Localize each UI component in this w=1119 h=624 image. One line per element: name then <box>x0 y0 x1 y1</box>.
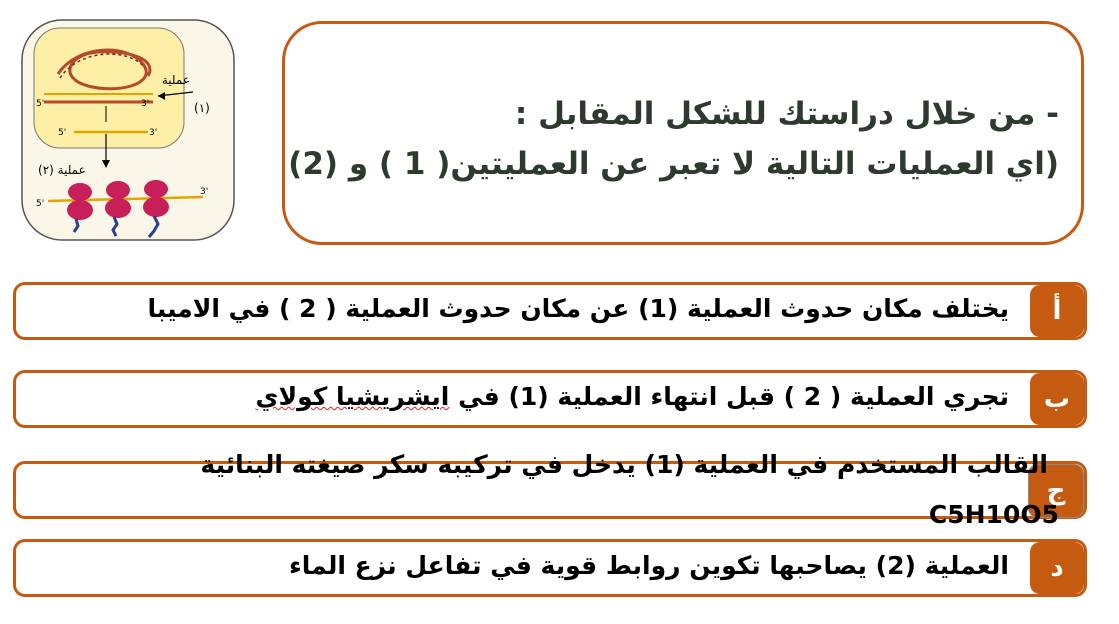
label-process-1: عملية <box>161 73 190 87</box>
svg-text:3': 3' <box>200 187 209 197</box>
option-b[interactable] <box>13 370 1087 428</box>
option-c-formula: C5H10O5 <box>928 500 1059 529</box>
question-line-1: - من خلال دراستك للشكل المقابل : <box>514 96 1059 132</box>
option-b-badge: ب <box>1030 373 1084 425</box>
option-c[interactable] <box>13 450 1087 529</box>
transcription-translation-figure <box>18 14 244 246</box>
question-line-2: (اي العمليات التالية لا تعبر عن العمليتين( 1 ) و (2) <box>288 146 1059 182</box>
option-a-text: يختلف مكان حدوث العملية (1) عن مكان حدوث العملية ( 2 ) في الاميبا <box>147 294 1009 323</box>
option-a[interactable] <box>13 282 1087 340</box>
option-c-text: القالب المستخدم في العملية (1) يدخل في تركيبه سكر صيغته البنائية <box>200 450 1048 479</box>
label-process-2: عملية (٢) <box>38 163 86 177</box>
option-b-organism: ايشريشيا كولاي <box>255 382 450 411</box>
svg-text:5': 5' <box>36 199 45 209</box>
option-d-text: العملية (2) يصاحبها تكوين روابط قوية في تفاعل نزع الماء <box>289 551 1009 580</box>
label-5prime: 5' <box>36 99 45 109</box>
svg-text:3': 3' <box>149 128 158 138</box>
svg-text:(١): (١) <box>194 101 210 115</box>
option-a-badge: أ <box>1030 285 1084 337</box>
label-3prime: 3' <box>141 99 150 109</box>
question-box <box>282 21 1084 245</box>
svg-text:5': 5' <box>58 128 67 138</box>
option-c-badge: ج <box>1028 464 1084 518</box>
option-d[interactable] <box>13 539 1087 597</box>
option-b-text: تجري العملية ( 2 ) قبل انتهاء العملية (1) في ايشريشيا كولاي <box>255 382 1009 411</box>
option-d-badge: د <box>1030 542 1084 594</box>
